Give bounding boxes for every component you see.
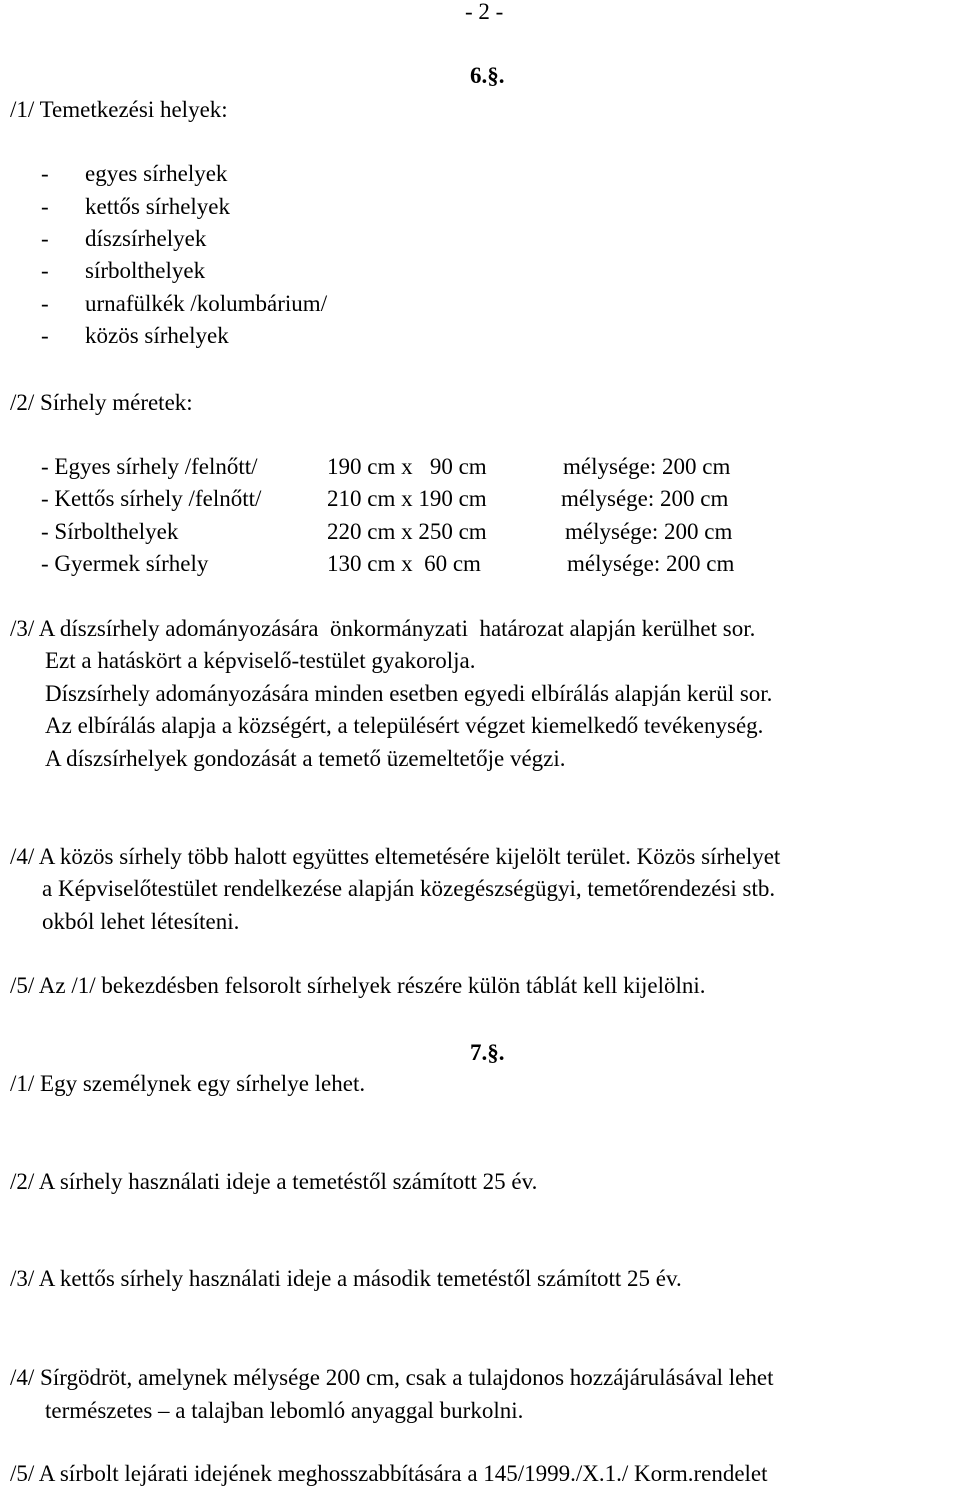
size-row-size: 130 cm x 60 cm: [327, 551, 481, 576]
section-7-heading: 7.§.: [470, 1040, 505, 1065]
size-row-name: - Gyermek sírhely: [41, 551, 209, 576]
list-item: - sírbolthelyek: [41, 258, 206, 283]
paragraph-line: okból lehet létesíteni.: [42, 909, 240, 934]
list-item: - közös sírhelyek: [41, 323, 229, 348]
size-row-depth: mélysége: 200 cm: [561, 486, 729, 511]
section-7-p3: /3/ A kettős sírhely használati ideje a második temetéstől számított 25 év.: [10, 1266, 682, 1291]
paragraph-line: /3/ A díszsírhely adományozására önkormányzati határozat alapján kerülhet sor.: [10, 616, 756, 641]
paragraph-line: Ezt a hatáskört a képviselő-testület gyakorolja.: [45, 648, 476, 673]
section-6-p1-title: /1/ Temetkezési helyek:: [10, 97, 228, 122]
paragraph-line: természetes – a talajban lebomló anyaggal burkolni.: [45, 1398, 524, 1423]
paragraph-line: a Képviselőtestület rendelkezése alapján közegészségügyi, temetőrendezési stb.: [42, 876, 776, 901]
size-row-name: - Egyes sírhely /felnőtt/: [41, 454, 258, 479]
paragraph-line: /4/ Sírgödröt, amelynek mélysége 200 cm, csak a tulajdonos hozzájárulásával lehet: [10, 1365, 774, 1390]
size-row-name: - Sírbolthelyek: [41, 519, 179, 544]
section-6-heading: 6.§.: [470, 63, 505, 88]
list-item: - urnafülkék /kolumbárium/: [41, 291, 328, 316]
paragraph-line: Az elbírálás alapja a községért, a településért végzet kiemelkedő tevékenység.: [45, 713, 764, 738]
section-6-p5: /5/ Az /1/ bekezdésben felsorolt sírhelyek részére külön táblát kell kijelölni.: [10, 973, 706, 998]
paragraph-line: Díszsírhely adományozására minden esetben egyedi elbírálás alapján kerül sor.: [45, 681, 773, 706]
section-7-p1: /1/ Egy személynek egy sírhelye lehet.: [10, 1071, 366, 1096]
list-item: - egyes sírhelyek: [41, 161, 228, 186]
section-6-p2-title: /2/ Sírhely méretek:: [10, 390, 193, 415]
section-7-p2: /2/ A sírhely használati ideje a temetéstől számított 25 év.: [10, 1169, 538, 1194]
page-number: - 2 -: [465, 0, 504, 24]
section-7-p5: /5/ A sírbolt lejárati idejének meghosszabbítására a 145/1999./X.1./ Korm.rendelet: [10, 1461, 768, 1486]
list-item: - díszsírhelyek: [41, 226, 207, 251]
size-row-name: - Kettős sírhely /felnőtt/: [41, 486, 262, 511]
paragraph-line: /4/ A közös sírhely több halott együttes eltemetésére kijelölt terület. Közös sírhelyet: [10, 844, 781, 869]
size-row-depth: mélysége: 200 cm: [563, 454, 731, 479]
size-row-size: 210 cm x 190 cm: [327, 486, 487, 511]
size-row-depth: mélysége: 200 cm: [565, 519, 733, 544]
paragraph-line: A díszsírhelyek gondozását a temető üzemeltetője végzi.: [45, 746, 566, 771]
size-row-size: 220 cm x 250 cm: [327, 519, 487, 544]
size-row-size: 190 cm x 90 cm: [327, 454, 487, 479]
list-item: - kettős sírhelyek: [41, 194, 230, 219]
size-row-depth: mélysége: 200 cm: [567, 551, 735, 576]
